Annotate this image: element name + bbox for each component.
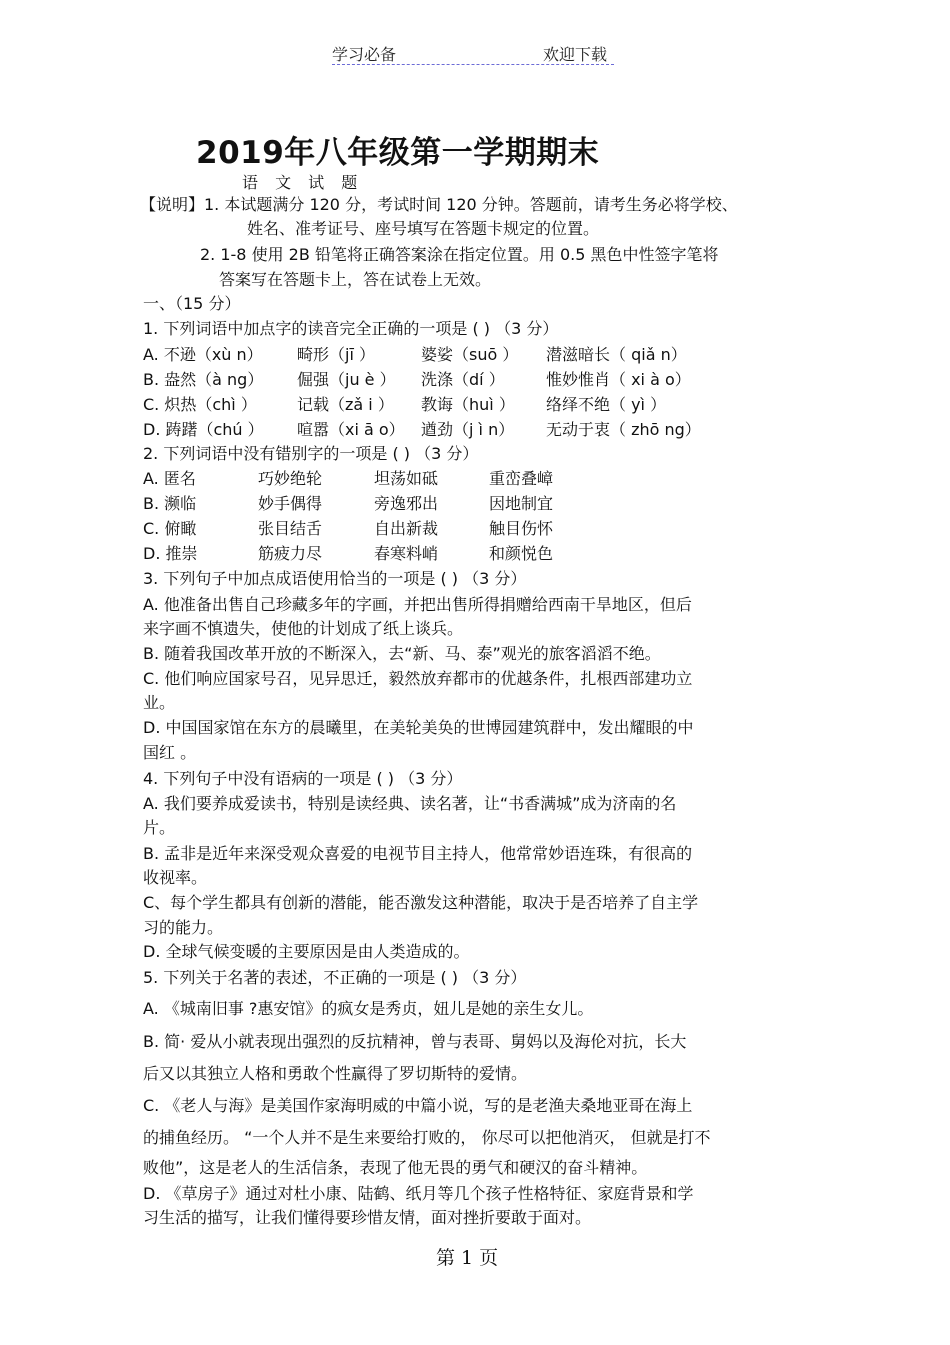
q1-option-b-1: B. 盎然（à ng） [143,370,264,389]
header-left-text: 学习必备 [332,45,397,64]
q4-line-1: A. 我们要养成爱读书，特别是读经典、读名著，让“书香满城”成为济南的名 [143,794,677,813]
q4-line-4: 收视率。 [143,868,208,887]
q2-option-a-1: A. 匿名 [143,469,196,488]
q1-option-d-3: 遒劲（j ì n） [421,420,515,439]
note-line-4: 答案写在答题卡上，答在试卷上无效。 [219,270,492,289]
q1-option-a-1: A. 不逊（xù n） [143,345,263,364]
q2-option-b-4: 因地制宜 [489,494,554,513]
q3-line-4: C. 他们响应国家号召，见异思迁，毅然放弃都市的优越条件，扎根西部建功立 [143,669,693,688]
q3-line-6: D. 中国国家馆在东方的晨曦里，在美轮美奂的世博园建筑群中，发出耀眼的中 [143,718,694,737]
q2-option-b-1: B. 濒临 [143,494,197,513]
question-4-stem: 4. 下列句子中没有语病的一项是 ( ) （3 分） [143,769,463,788]
q2-option-b-2: 妙手偶得 [258,494,323,513]
header-right-text: 欢迎下载 [543,45,608,64]
page-number: 第 1 页 [436,1247,499,1269]
q2-option-c-1: C. 俯瞰 [143,519,197,538]
q5-line-3: 后又以其独立人格和勇敢个性赢得了罗切斯特的爱情。 [143,1064,528,1083]
q2-option-d-3: 春寒料峭 [374,544,439,563]
q4-line-6: 习的能力。 [143,918,224,937]
q3-line-3: B. 随着我国改革开放的不断深入，去“新、马、泰”观光的旅客滔滔不绝。 [143,644,661,663]
q2-option-b-3: 旁逸邪出 [374,494,439,513]
q1-option-c-2: 记载（zǎ i ） [297,395,394,414]
note-line-1: 【说明】1. 本试题满分 120 分，考试时间 120 分钟。答题前，请考生务必将学校、 [140,195,738,214]
q5-line-2: B. 简· 爱从小就表现出强烈的反抗精神，曾与表哥、舅妈以及海伦对抗，长大 [143,1032,687,1051]
q2-option-a-2: 巧妙绝轮 [258,469,323,488]
question-2-stem: 2. 下列词语中没有错别字的一项是 ( ) （3 分） [143,444,479,463]
q1-option-a-4: 潜滋暗长（ qiǎ n） [546,345,687,364]
q5-line-4: C. 《老人与海》是美国作家海明威的中篇小说，写的是老渔夫桑地亚哥在海上 [143,1096,693,1115]
q2-option-d-2: 筋疲力尽 [258,544,323,563]
note-line-2: 姓名、准考证号、座号填写在答题卡规定的位置。 [247,219,600,238]
q3-line-1: A. 他准备出售自己珍藏多年的字画，并把出售所得捐赠给西南干旱地区，但后 [143,595,692,614]
q4-line-5: C、每个学生都具有创新的潜能，能否激发这种潜能，取决于是否培养了自主学 [143,893,699,912]
question-5-stem: 5. 下列关于名著的表述，不正确的一项是 ( ) （3 分） [143,968,527,987]
q1-option-c-3: 教诲（huì ） [421,395,515,414]
q1-option-c-4: 络绎不绝（ yì ） [546,395,667,414]
q1-option-c-1: C. 炽热（chì ） [143,395,257,414]
q2-option-d-4: 和颜悦色 [489,544,554,563]
q2-option-c-2: 张目结舌 [258,519,323,538]
exam-title: 2019年八年级第一学期期末 [196,135,600,171]
q3-line-7: 国红 。 [143,743,197,762]
q5-line-7: D. 《草房子》通过对杜小康、陆鹤、纸月等几个孩子性格特征、家庭背景和学 [143,1184,694,1203]
q2-option-d-1: D. 推崇 [143,544,198,563]
header-divider [332,64,614,65]
q5-line-8: 习生活的描写，让我们懂得要珍惜友情，面对挫折要敢于面对。 [143,1208,592,1227]
q5-line-6: 败他”，这是老人的生活信条，表现了他无畏的勇气和硬汉的奋斗精神。 [143,1158,648,1177]
q2-option-c-3: 自出新裁 [374,519,439,538]
q5-line-5: 的捕鱼经历。 “一个人并不是生来要给打败的， 你尽可以把他消灭， 但就是打不 [143,1128,711,1147]
q1-option-a-2: 畸形（jī ） [297,345,375,364]
question-3-stem: 3. 下列句子中加点成语使用恰当的一项是 ( ) （3 分） [143,569,527,588]
q1-option-b-4: 惟妙惟肖（ xi à o） [546,370,691,389]
note-line-3: 2. 1-8 使用 2B 铅笔将正确答案涂在指定位置。用 0.5 黑色中性签字笔将 [200,245,719,264]
exam-subtitle: 语 文 试 题 [242,173,364,192]
q3-line-2: 来字画不慎遗失，使他的计划成了纸上谈兵。 [143,619,464,638]
q1-option-b-2: 倔强（ju è ） [297,370,396,389]
q4-line-3: B. 孟非是近年来深受观众喜爱的电视节目主持人，他常常妙语连珠，有很高的 [143,844,693,863]
q1-option-b-3: 洗涤（dí ） [421,370,505,389]
question-1-stem: 1. 下列词语中加点字的读音完全正确的一项是 ( ) （3 分） [143,319,559,338]
q4-line-2: 片。 [143,818,176,837]
q1-option-d-1: D. 踌躇（chú ） [143,420,264,439]
q5-line-1: A. 《城南旧事 ?惠安馆》的疯女是秀贞，妞儿是她的亲生女儿。 [143,999,594,1018]
q2-option-a-3: 坦荡如砥 [374,469,439,488]
q2-option-c-4: 触目伤怀 [489,519,554,538]
section-heading: 一、（15 分） [143,294,241,313]
q2-option-a-4: 重峦叠嶂 [489,469,554,488]
q3-line-5: 业。 [143,693,176,712]
q4-line-7: D. 全球气候变暖的主要原因是由人类造成的。 [143,942,470,961]
q1-option-d-4: 无动于衷（ zhō ng） [546,420,701,439]
q1-option-d-2: 喧嚣（xi ā o） [297,420,405,439]
q1-option-a-3: 婆娑（suō ） [421,345,519,364]
